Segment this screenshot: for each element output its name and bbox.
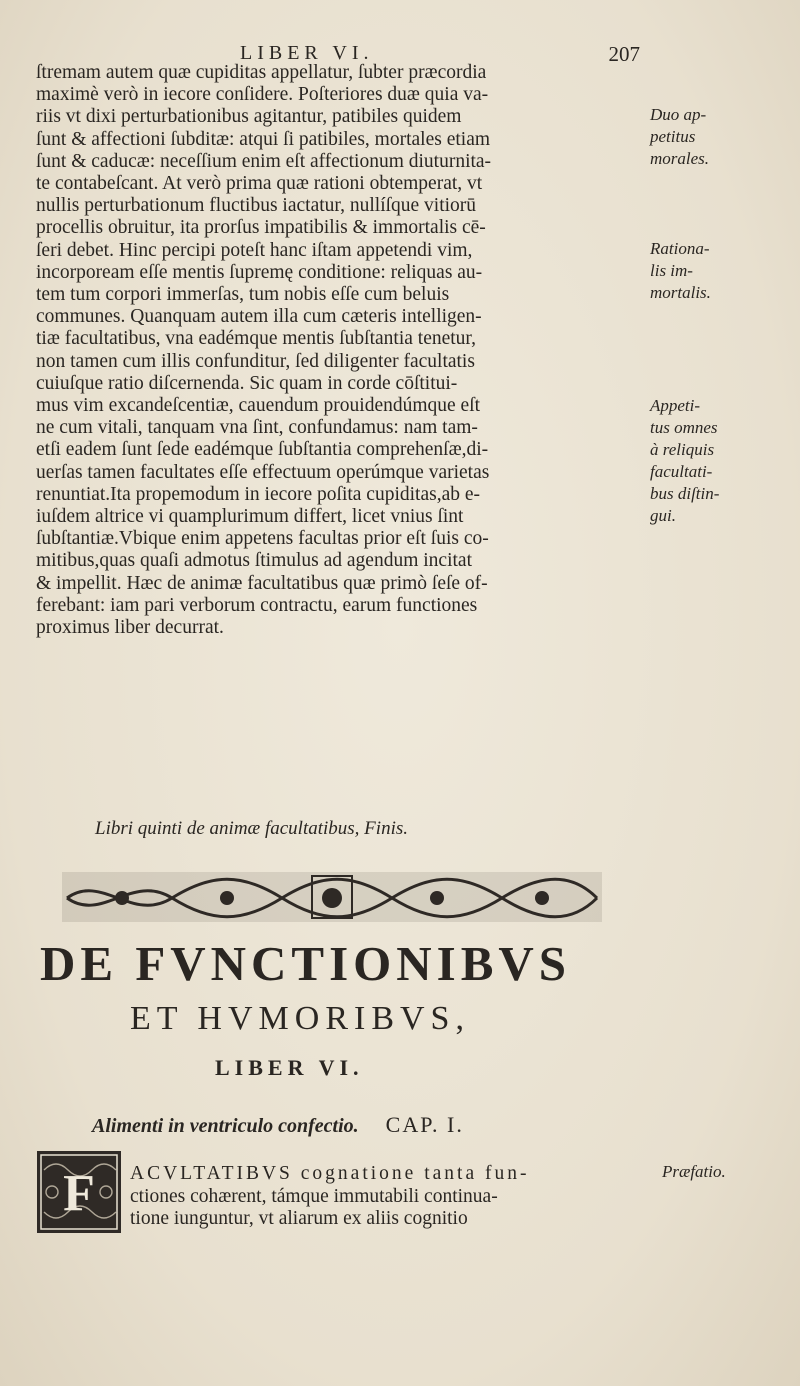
text-line: ferebant: iam pari verborum contractu, earum functiones [36, 594, 478, 616]
marginal-line: lis im- [650, 261, 693, 280]
marginal-line: à reliquis [650, 440, 715, 459]
marginal-note-duo [650, 104, 790, 170]
text-line: uerſas tamen facultates eſſe effectuum operúmque varietas [36, 461, 490, 483]
text-line: nullis perturbationum fluctibus iactatur, nullíſque vitiorū [36, 195, 477, 217]
text-line: ſunt & caducæ: neceſſium enim eſt affectionum diuturnita- [36, 150, 492, 172]
finis-line: Libri quinti de animæ facultatibus, Finis. [95, 818, 408, 839]
text-line: ſubſtantiæ.Vbique enim appetens facultas prior eſt ſuis co- [36, 528, 489, 550]
decorated-initial-icon [36, 1150, 122, 1234]
text-line: tiæ facultatibus, vna eadémque mentis ſubſtantia tenetur, [36, 328, 477, 350]
chapter-number: CAP. I. [385, 1112, 464, 1137]
marginal-note-praefatio: Præfatio. [662, 1162, 726, 1181]
text-line: proximus liber decurrat. [36, 617, 224, 639]
body-text [36, 62, 646, 639]
marginal-line: Rationa- [650, 239, 710, 258]
text-line: iuſdem altrice vi quamplurimum differt, licet vnius ſint [36, 506, 464, 528]
marginal-note-appetitus [650, 395, 790, 527]
chapter-heading [92, 1112, 652, 1138]
text-line: non tamen cum illis confunditur, ſed diligenter facultatis [36, 350, 475, 372]
marginal-line: facultati- [650, 462, 713, 481]
marginal-line: petitus [650, 127, 696, 146]
marginal-line: morales. [650, 149, 710, 168]
marginal-line: Appeti- [650, 396, 701, 415]
marginal-note-rationalis [650, 238, 790, 304]
text-line: tem tum corpori immerſas, tum nobis eſſe cum beluis [36, 284, 450, 306]
svg-text:F: F [63, 1165, 95, 1222]
text-line: ſunt & affectioni ſubditæ: atqui ſi patibiles, mortales etiam [36, 128, 491, 150]
text-line: maximè verò in iecore conſidere. Poſteriores duæ quia va- [36, 84, 489, 106]
text-line: te contabeſcant. At verò prima quæ rationi obtemperat, vt [36, 173, 483, 195]
sub-title: ET HVMORIBVS, [130, 1000, 470, 1037]
text-line: ne cum vitali, tanquam vna ſint, confundamus: nam tam- [36, 417, 478, 439]
book-label: LIBER VI. [215, 1055, 364, 1080]
text-line: incorpoream eſſe mentis ſupremę conditione: reliquas au- [36, 261, 483, 283]
text-line: mus vim excandeſcentiæ, cauendum prouidendúmque eſt [36, 395, 481, 417]
text-line: renuntiat.Ita propemodum in iecore poſita cupiditas,ab e- [36, 483, 481, 505]
page-number: 207 [608, 42, 640, 66]
chapter-title: Alimenti in ventriculo confectio. [92, 1115, 359, 1137]
text-line: ſtremam autem quæ cupiditas appellatur, ſubter præcordia [36, 62, 487, 83]
marginal-line: Duo ap- [650, 105, 707, 124]
text-line: etſi eadem ſunt ſede eadémque ſubſtantia comprehenſæ,di- [36, 439, 489, 461]
headpiece-ornament-icon [62, 868, 602, 926]
text-line: riis vt dixi perturbationibus agitantur, patibiles quidem [36, 106, 462, 128]
chapter-body-text [130, 1163, 652, 1231]
marginal-line: tus omnes [650, 418, 718, 437]
text-line: procellis obruitur, ita prorſus impatibilis & immortalis cē- [36, 217, 486, 239]
text-line: ctiones cohærent, támque immutabili continua- [130, 1185, 498, 1207]
text-line: ſeri debet. Hinc percipi poteſt hanc iſtam appetendi vim, [36, 239, 473, 261]
text-line: & impellit. Hæc de animæ facultatibus quæ primò ſeſe of- [36, 572, 488, 594]
text-line: mitibus,quas quaſi admotus ſtimulus ad agendum incitat [36, 550, 472, 572]
text-line: ACVLTATIBVS cognatione tanta fun- [130, 1163, 530, 1184]
text-line: tione iunguntur, vt aliarum ex aliis cognitio [130, 1208, 468, 1229]
running-head-title: LIBER VI. [240, 42, 374, 64]
text-line: cuiuſque ratio diſcernenda. Sic quam in corde cōſtitui- [36, 372, 458, 394]
marginal-line: gui. [650, 506, 676, 525]
text-line: communes. Quanquam autem illa cum cæteris intelligen- [36, 306, 482, 328]
marginal-line: bus diſtin- [650, 484, 720, 503]
marginal-line: mortalis. [650, 283, 711, 302]
main-title: DE FVNCTIONIBVS [40, 936, 572, 991]
